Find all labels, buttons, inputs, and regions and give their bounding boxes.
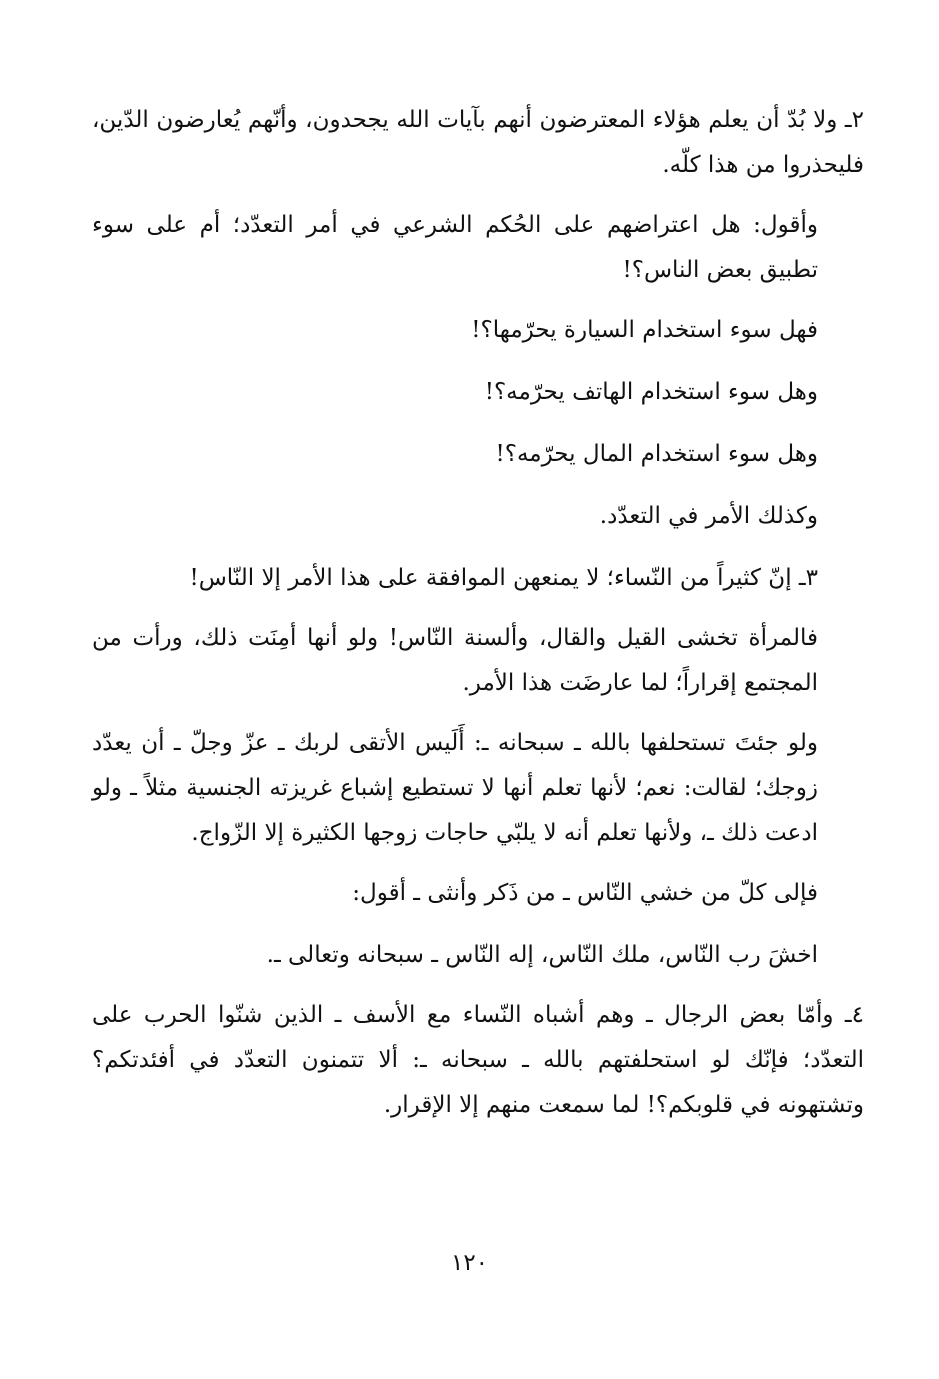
paragraph-point-2: ٢ـ ولا بُدّ أن يعلم هؤلاء المعترضون أنهم بآيات الله يجحدون، وأنّهم يُعارضون الدّين، فليحذروا من هذا كلّه. [92, 107, 864, 178]
paragraph-question: وأقول: هل اعتراضهم على الحُكم الشرعي في أمر التعدّد؛ أم على سوء تطبيق بعض الناس؟! [92, 212, 818, 283]
paragraph-phone: وهل سوء استخدام الهاتف يحرّمه؟! [484, 379, 818, 405]
page-number: ١٢٠ [450, 1250, 489, 1276]
paragraph-point-4: ٤ـ وأمّا بعض الرجال ـ وهم أشباه النّساء مع الأسف ـ الذين شنّوا الحرب على التعدّد؛ فإنّك لو استحلفتهم بالله ـ سبحانه ـ: ألا تتمنون التعدّد في أفئدتكم؟ وتشتهونه في قلوبكم؟! لما سمعت منهم إلا الإقرار. [92, 1002, 864, 1118]
paragraph-oath: ولو جئتَ تستحلفها بالله ـ سبحانه ـ: أَلَيس الأتقى لربك ـ عزّ وجلّ ـ أن يعدّد زوجك؛ لقالت: نعم؛ لأنها تعلم أنها لا تستطيع إشباع غريزته الجنسية مثلاً ـ ولو ادعت ذلك ـ، ولأنها تعلم أنه لا يلبّي حاجات زوجها الكثيرة إلا الزّواج. [92, 730, 818, 846]
paragraph-polygamy: وكذلك الأمر في التعدّد. [599, 503, 818, 529]
paragraph-to-everyone: فإلى كلّ من خشي النّاس ـ من ذَكر وأنثى ـ أقول: [352, 880, 818, 906]
paragraph-fear-lord: اخشَ رب النّاس، ملك النّاس، إله النّاس ـ سبحانه وتعالى ـ. [266, 942, 818, 968]
paragraph-woman-fear: فالمرأة تخشى القيل والقال، وألسنة النّاس! ولو أنها أمِنَت ذلك، ورأت من المجتمع إقراراً؛ لما عارضَت هذا الأمر. [92, 625, 818, 696]
paragraph-money: وهل سوء استخدام المال يحرّمه؟! [495, 441, 818, 467]
paragraph-point-3: ٣ـ إنّ كثيراً من النّساء؛ لا يمنعهن الموافقة على هذا الأمر إلا النّاس! [189, 565, 818, 591]
page-body [92, 98, 864, 1128]
paragraph-car: فهل سوء استخدام السيارة يحرّمها؟! [471, 317, 818, 343]
